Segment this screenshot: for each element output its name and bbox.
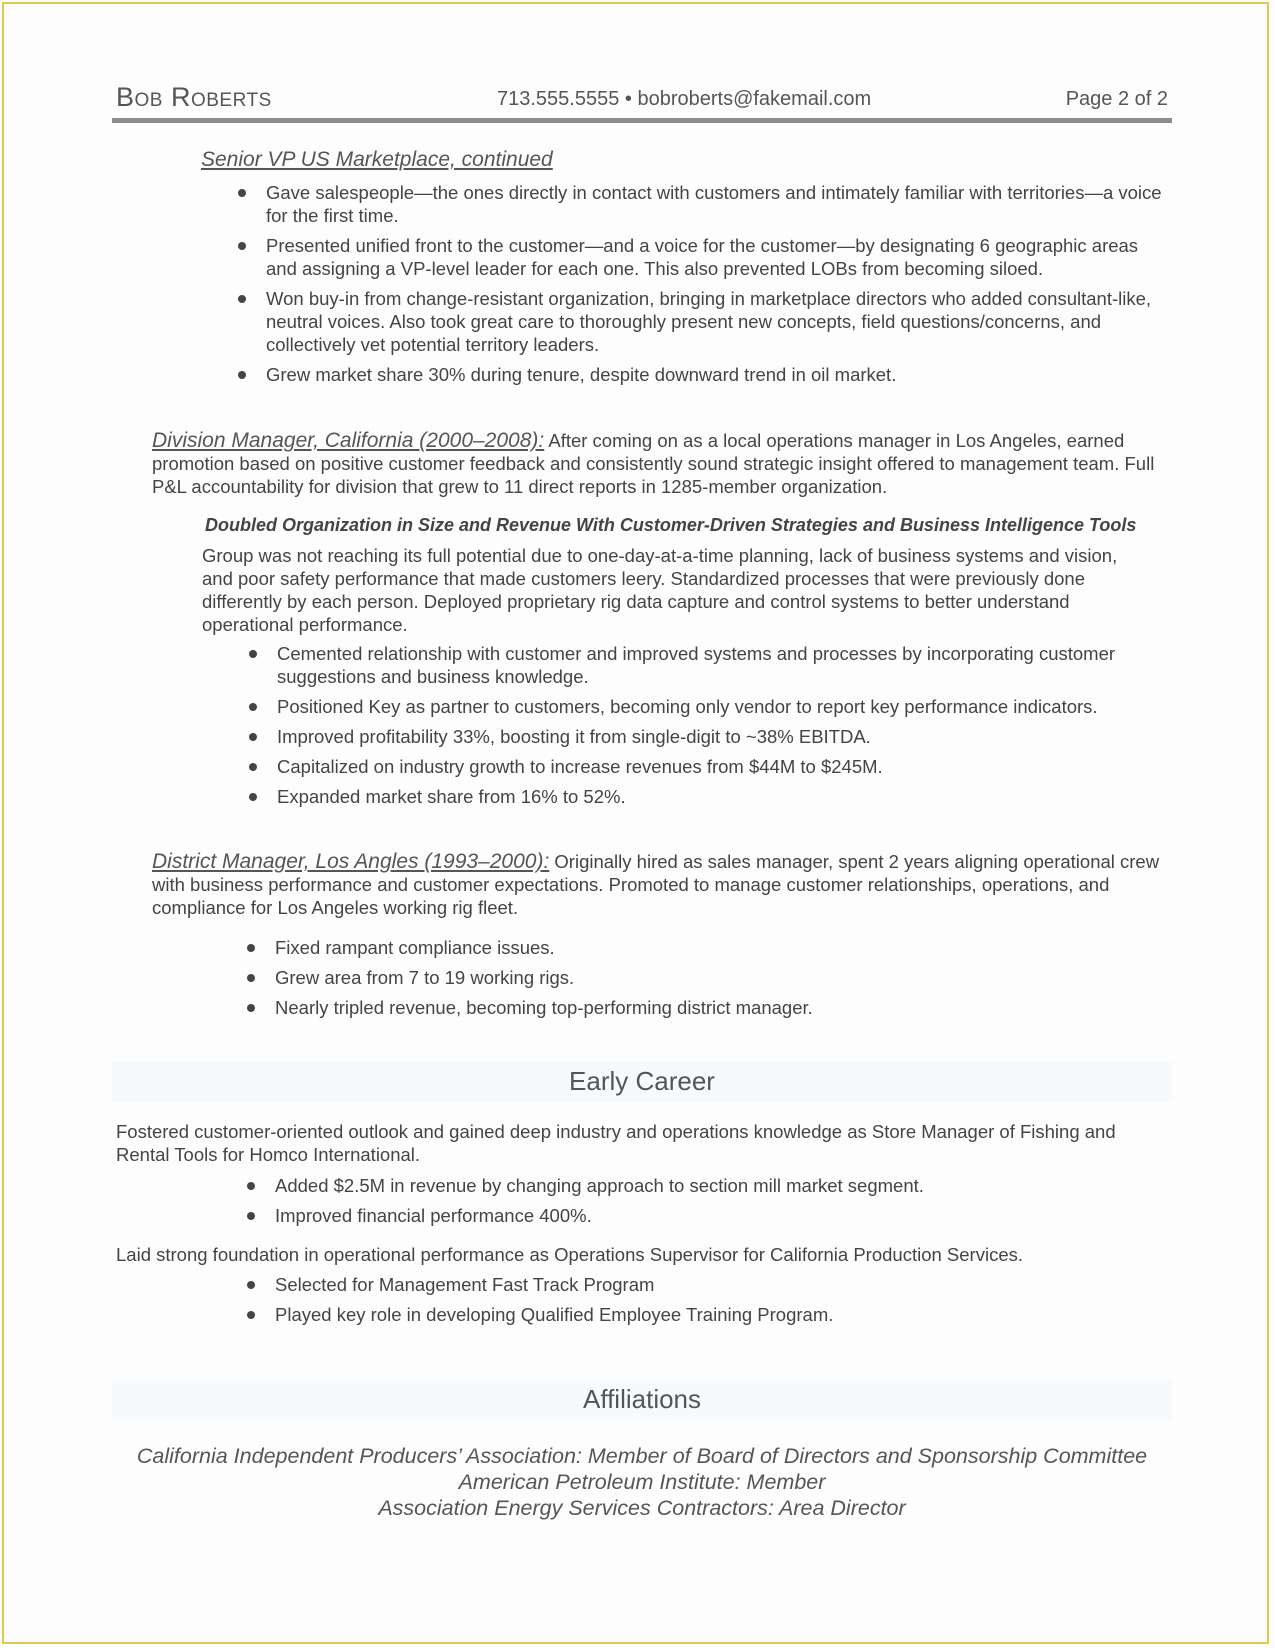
early-career-band — [112, 1062, 1172, 1102]
bullet-icon — [249, 703, 257, 711]
senior-vp-title: Senior VP US Marketplace, continued — [201, 148, 553, 171]
district-manager-summary: District Manager, Los Angles (1993–2000): Originally hired as sales manager, spent 2 years aligning operational crew with business performance and customer expectations. Promoted to manage customer relationships, operations, and compliance for Los Angeles working rig fleet. — [152, 850, 1160, 918]
list-item: Gave salespeople—the ones directly in contact with customers and intimately familiar with territories—a voice for the first time. — [266, 181, 1166, 227]
bullet-icon — [249, 650, 257, 658]
bullet-icon — [238, 242, 246, 250]
affiliation-item: California Independent Producers’ Association: Member of Board of Directors and Sponsorship Committee — [136, 1444, 1148, 1468]
bullet-icon — [238, 371, 246, 379]
bullet-icon — [247, 1311, 255, 1319]
bullet-icon — [238, 295, 246, 303]
list-item: Improved profitability 33%, boosting it from single-digit to ~38% EBITDA. — [277, 725, 1157, 748]
list-item: Expanded market share from 16% to 52%. — [277, 785, 1157, 808]
bullet-icon — [247, 974, 255, 982]
list-item: Won buy-in from change-resistant organization, bringing in marketplace directors who added consultant-like, neutral voices. Also took great care to thoroughly present new concepts, field questions/concerns, and collectively vet potential territory leaders. — [266, 287, 1166, 356]
early-career-bullets-2 — [275, 1273, 1155, 1333]
bullet-icon — [247, 944, 255, 952]
list-item: Positioned Key as partner to customers, becoming only vendor to report key performance indicators. — [277, 695, 1157, 718]
early-career-para-1: Fostered customer-oriented outlook and gained deep industry and operations knowledge as Store Manager of Fishing and Rental Tools for Homco International. — [116, 1121, 1116, 1165]
contact-info: 713.555.5555 • bobroberts@fakemail.com — [497, 88, 872, 110]
bullet-icon — [247, 1182, 255, 1190]
page-header — [112, 78, 1172, 123]
division-highlight-heading: Doubled Organization in Size and Revenue With Customer-Driven Strategies and Business Intelligence Tools — [205, 515, 1137, 535]
affiliation-item: Association Energy Services Contractors: Area Director — [378, 1496, 906, 1520]
list-item: Selected for Management Fast Track Program — [275, 1273, 1155, 1296]
division-manager-summary: Division Manager, California (2000–2008): After coming on as a local operations manager in Los Angeles, earned promotion based on positive customer feedback and consistently sound strategic insight offered to management team. Full P&L accountability for division that grew to 11 direct reports in 1285-member organization. — [152, 429, 1155, 497]
bullet-icon — [249, 763, 257, 771]
candidate-name: Bob Roberts — [116, 82, 272, 112]
resume-page — [2, 2, 1269, 1644]
bullet-icon — [247, 1004, 255, 1012]
page-number: Page 2 of 2 — [1065, 88, 1168, 110]
division-manager-title: Division Manager, California (2000–2008): — [152, 429, 545, 452]
list-item: Capitalized on industry growth to increase revenues from $44M to $245M. — [277, 755, 1157, 778]
division-bullets — [277, 642, 1157, 815]
list-item: Nearly tripled revenue, becoming top-performing district manager. — [275, 996, 1155, 1019]
district-manager-title: District Manager, Los Angles (1993–2000): — [152, 850, 550, 873]
list-item: Played key role in developing Qualified Employee Training Program. — [275, 1303, 1155, 1326]
list-item: Added $2.5M in revenue by changing approach to section mill market segment. — [275, 1174, 1155, 1197]
early-career-heading: Early Career — [569, 1066, 715, 1096]
list-item: Improved financial performance 400%. — [275, 1204, 1155, 1227]
division-highlight-text: Group was not reaching its full potential due to one-day-at-a-time planning, lack of business systems and vision, and poor safety performance that made customers leery. Standardized processes that were previously done differently by each person. Deployed proprietary rig data capture and control systems to better understand operational performance. — [202, 545, 1118, 635]
district-bullets — [275, 936, 1155, 1026]
affiliations-heading: Affiliations — [582, 1384, 702, 1414]
list-item: Cemented relationship with customer and improved systems and processes by incorporating customer suggestions and business knowledge. — [277, 642, 1157, 688]
list-item: Fixed rampant compliance issues. — [275, 936, 1155, 959]
list-item: Presented unified front to the customer—and a voice for the customer—by designating 6 geographic areas and assigning a VP-level leader for each one. This also prevented LOBs from becoming siloed. — [266, 234, 1166, 280]
bullet-icon — [249, 793, 257, 801]
early-career-bullets-1 — [275, 1174, 1155, 1234]
affiliation-item: American Petroleum Institute: Member — [458, 1470, 826, 1494]
list-item: Grew market share 30% during tenure, despite downward trend in oil market. — [266, 363, 1166, 386]
bullet-icon — [247, 1212, 255, 1220]
list-item: Grew area from 7 to 19 working rigs. — [275, 966, 1155, 989]
early-career-para-2: Laid strong foundation in operational performance as Operations Supervisor for California Production Services. — [116, 1244, 1023, 1265]
senior-vp-bullets — [266, 181, 1166, 393]
bullet-icon — [249, 733, 257, 741]
bullet-icon — [247, 1281, 255, 1289]
bullet-icon — [238, 189, 246, 197]
affiliations-band — [112, 1380, 1172, 1420]
